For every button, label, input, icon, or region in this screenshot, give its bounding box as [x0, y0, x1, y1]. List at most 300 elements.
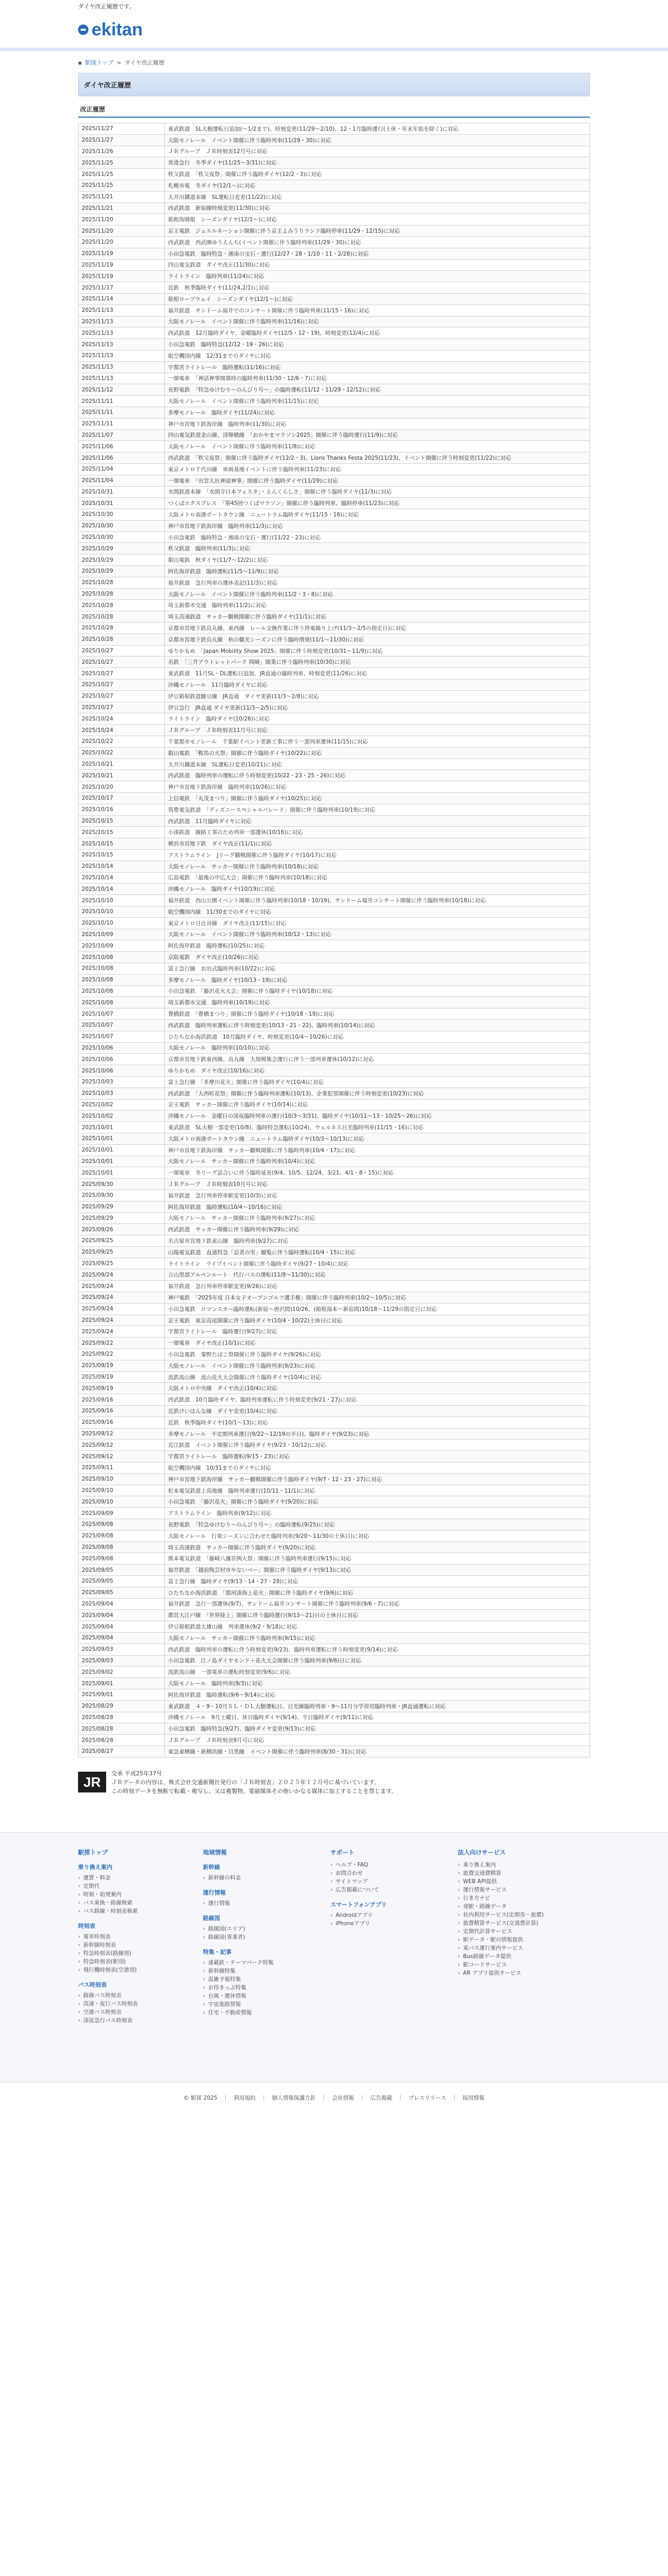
history-row — [79, 1349, 590, 1360]
footer-link-list — [203, 1959, 330, 2017]
footer-column-title[interactable]: 駅探トップ — [78, 1848, 108, 1856]
footer-separator: | — [323, 2094, 325, 2101]
history-date: 2025/09/12 — [79, 1451, 165, 1462]
history-description: つくばエクスプレス 「第45回つくばマラソン」開催に伴う臨時列車、臨時停車(11/23)に対応 — [165, 498, 590, 509]
footer-link[interactable]: › 運賃・料金 — [78, 1874, 203, 1882]
footer-link[interactable]: › 電車時刻表 — [78, 1933, 203, 1941]
history-row — [79, 430, 590, 441]
history-date: 2025/10/07 — [79, 1008, 165, 1020]
history-row — [79, 883, 590, 895]
history-row — [79, 1201, 590, 1213]
footer-link-list — [78, 1874, 203, 1915]
history-date: 2025/10/03 — [79, 1076, 165, 1088]
footer-group-title[interactable]: 新幹線 — [203, 1863, 220, 1871]
history-description: 長野電鉄 「特急ゆけむり～のんびり号～」の臨時運転(9/25)に対応 — [165, 1519, 590, 1531]
footer-link[interactable]: › 台風・運休情報 — [203, 1992, 330, 2000]
history-row — [79, 532, 590, 543]
history-date: 2025/10/07 — [79, 1031, 165, 1042]
history-row — [79, 1655, 590, 1666]
history-description: 福井鉄道 「越前陶芸村市やないベー」開催に伴う臨時ダイヤ(9/13)に対応 — [165, 1564, 590, 1576]
history-row — [79, 725, 590, 736]
history-date: 2025/09/10 — [79, 1485, 165, 1496]
history-description: 山陽電気鉄道 直通特急「忍者の里」観覧に伴う臨時運転(10/4・15)に対応 — [165, 1246, 590, 1258]
history-row — [79, 554, 590, 566]
history-description: アストラムライン Jリーグ観戦開催に伴う臨時ダイヤ(10/17)に対応 — [165, 850, 590, 861]
history-description: 東武鉄道 ４・9・10月ＳＬ・ＤＬ大樹運転日、日光線臨時列車・9～11月分学習用臨時列車・JR直通運転に対応 — [165, 1700, 590, 1712]
history-date: 2025/10/27 — [79, 668, 165, 679]
history-description: 一畑電車 冬リーグ話合いに伴う臨時延長(9/4、10/5、12/24、3/21、4/1・8・15)に対応 — [165, 1167, 590, 1179]
history-row — [79, 736, 590, 748]
history-row — [79, 1281, 590, 1292]
history-date: 2025/10/07 — [79, 1019, 165, 1031]
history-date: 2025/09/24 — [79, 1315, 165, 1326]
history-date: 2025/11/19 — [79, 271, 165, 282]
history-date: 2025/10/14 — [79, 872, 165, 883]
history-date: 2025/10/08 — [79, 963, 165, 974]
history-description: 箱根ロープウェイ シーズンダイヤ(12/1～)に対応 — [165, 293, 590, 305]
footer-bottom-link[interactable]: 利用規約 — [234, 2094, 256, 2101]
history-row — [79, 645, 590, 656]
footer-link[interactable]: › 高速・夜行バス時刻表 — [78, 2000, 203, 2008]
history-description: 多摩モノレール 臨時ダイヤ(10/13・19)に対応 — [165, 974, 590, 986]
history-date: 2025/10/29 — [79, 566, 165, 577]
history-description: 埼玉新都市交通 臨時列車(11/2)に対応 — [165, 600, 590, 611]
footer-column-2 — [203, 1848, 330, 2072]
history-description: ＪＲグループ ＪＲ時刻表12月号に対応 — [165, 146, 590, 157]
footer-link[interactable]: › 定期代計算サービス — [458, 1927, 590, 1936]
footer-group-title[interactable]: 路線図 — [203, 1914, 220, 1922]
history-row — [79, 475, 590, 486]
history-row — [79, 396, 590, 407]
history-date: 2025/09/30 — [79, 1190, 165, 1201]
footer-link[interactable]: › バス路線・時刻表検索 — [78, 1907, 203, 1915]
footer-link[interactable]: › お問合わせ — [330, 1869, 458, 1877]
footer-group-title[interactable]: 特集・記事 — [203, 1948, 232, 1955]
history-date: 2025/09/04 — [79, 1632, 165, 1644]
footer-bottom-link[interactable]: プレスリリース — [408, 2094, 446, 2101]
footer-group-title[interactable]: 時刻表 — [78, 1922, 95, 1929]
footer-bottom — [0, 2082, 668, 2113]
history-date: 2025/09/25 — [79, 1246, 165, 1258]
history-date: 2025/11/27 — [79, 123, 165, 135]
history-description: 小田急電鉄 秦野たばこ祭開催に伴う臨時ダイヤ(9/26)に対応 — [165, 1349, 590, 1360]
main-content — [78, 73, 590, 1804]
history-row — [79, 872, 590, 883]
history-description: 埼玉新都市交通 臨時列車(10/19)に対応 — [165, 997, 590, 1008]
footer-link[interactable]: › 行き方ナビ — [458, 1894, 590, 1902]
footer-bottom-link[interactable]: 採用情報 — [463, 2094, 485, 2101]
history-description: 西武鉄道 サッカー開催に伴う臨時列車(9/29)に対応 — [165, 1224, 590, 1235]
history-date: 2025/10/30 — [79, 509, 165, 521]
history-description: 一畑電車 「出雲大社神迎神事」開催に伴う臨時ダイヤ(11/29)に対応 — [165, 475, 590, 486]
history-description: 阿佐海岸鉄道 臨時運転(10/4～10/16)に対応 — [165, 1201, 590, 1213]
footer-link[interactable]: › 発駅・路線データ — [458, 1902, 590, 1911]
history-row — [79, 1394, 590, 1406]
history-description: 福井鉄道 急行列車の運休表記(11/3)に対応 — [165, 577, 590, 588]
ekitan-logo[interactable] — [78, 20, 143, 40]
history-row — [79, 623, 590, 634]
history-row — [79, 1315, 590, 1326]
history-date: 2025/10/01 — [79, 1156, 165, 1167]
history-date: 2025/09/24 — [79, 1326, 165, 1337]
history-row — [79, 1621, 590, 1633]
history-description: 熊本電気鉄道 「藤崎八旛宮例大祭」開催に伴う臨時列車運行(9/15)に対応 — [165, 1553, 590, 1564]
footer-column-title[interactable]: 地域情報 — [203, 1848, 227, 1856]
history-row — [79, 1224, 590, 1235]
history-row — [79, 1746, 590, 1757]
history-date: 2025/09/24 — [79, 1292, 165, 1304]
footer-link[interactable]: › 深夜急行バス時刻表 — [78, 2016, 203, 2025]
history-date: 2025/08/28 — [79, 1712, 165, 1723]
history-description: 大阪モノレール 臨時列車(10/10)に対応 — [165, 1042, 590, 1054]
history-date: 2025/10/01 — [79, 1133, 165, 1144]
footer-link[interactable]: › 広告掲載について — [330, 1886, 458, 1894]
history-description: 立山黒部アルペンルート 代行バスの運転(11/8～11/30)に対応 — [165, 1269, 590, 1281]
history-row — [79, 203, 590, 214]
footer-bottom-link[interactable]: 個人情報保護方針 — [272, 2094, 316, 2101]
history-description: 豊橋鉄道 「豊橋まつり」開催に伴う臨時ダイヤ(10/18・19)に対応 — [165, 1008, 590, 1020]
footer-link-list — [203, 1925, 330, 1941]
history-row — [79, 418, 590, 430]
history-date: 2025/10/28 — [79, 588, 165, 600]
footer-link[interactable]: › 路線図(エリア) — [203, 1925, 330, 1933]
history-row — [79, 895, 590, 906]
history-row — [79, 543, 590, 554]
history-description: ライトライン ライブイベント開催に伴う臨時ダイヤ(9/27・10/4)に対応 — [165, 1258, 590, 1269]
footer-link[interactable]: › 旅費精算サービス(交通費計算) — [458, 1919, 590, 1927]
footer-link[interactable]: › iPhoneアプリ — [330, 1920, 458, 1928]
history-row — [79, 1337, 590, 1349]
jr-logo: JR — [78, 1772, 106, 1792]
footer-link[interactable]: › 混雑予報特集 — [203, 1975, 330, 1984]
history-row — [79, 1451, 590, 1462]
breadcrumb-home-link[interactable]: 駅探トップ — [85, 59, 114, 66]
history-description: 小田急電鉄 「藤沢花火」開催に伴う臨時ダイヤ(9/20)に対応 — [165, 1496, 590, 1508]
history-row — [79, 1383, 590, 1394]
history-date: 2025/10/16 — [79, 804, 165, 815]
history-description: 大阪モノレール イベント開催に伴う臨時列車(10/12・13)に対応 — [165, 929, 590, 940]
history-row — [79, 1258, 590, 1269]
history-date: 2025/11/13 — [79, 305, 165, 316]
history-date: 2025/11/14 — [79, 293, 165, 305]
footer-link[interactable]: › 新幹線の料金 — [203, 1874, 330, 1882]
history-row — [79, 1598, 590, 1610]
footer-separator: | — [453, 2094, 456, 2101]
history-row — [79, 1269, 590, 1281]
history-date: 2025/10/22 — [79, 747, 165, 759]
footer-column-title[interactable]: サポート — [330, 1848, 354, 1856]
history-description: 長野電鉄 「特急ゆけむり～のんびり号～」の臨時運転(11/12・11/29・12/12)に対応 — [165, 384, 590, 396]
history-date: 2025/09/01 — [79, 1678, 165, 1689]
history-row — [79, 566, 590, 577]
footer-group-title[interactable]: スマートフォンアプリ — [330, 1901, 387, 1908]
history-description: ＪＲグループ ＪＲ時刻表9月号に対応 — [165, 1735, 590, 1746]
history-description: 富士急行線 臨時ダイヤ(9/13・14・27・28)に対応 — [165, 1576, 590, 1587]
history-row — [79, 1485, 590, 1496]
history-description: 西武鉄道 臨時列車の運転に伴う時刻変更(10/22・23・25・26)に対応 — [165, 770, 590, 781]
history-row — [79, 997, 590, 1008]
history-row — [79, 1610, 590, 1621]
history-date: 2025/09/05 — [79, 1576, 165, 1587]
history-date: 2025/10/06 — [79, 1054, 165, 1065]
footer-link[interactable]: › Androidアプリ — [330, 1911, 458, 1920]
history-description: 京王電鉄 サッカー開催に伴う臨時ダイヤ(10/14)に対応 — [165, 1099, 590, 1110]
history-date: 2025/11/13 — [79, 339, 165, 350]
history-date: 2025/10/01 — [79, 1144, 165, 1156]
history-row — [79, 1292, 590, 1304]
footer-nav — [0, 1832, 668, 2082]
history-row — [79, 668, 590, 679]
footer-link-list — [458, 1861, 590, 1977]
footer-link[interactable]: › Bus路線データ提供 — [458, 1952, 590, 1961]
jr-notice-line: この時刻データを無断で転載・複写し、又は複製物、電磁媒体その他いかなる媒体に加工することを禁じます。 — [111, 1787, 397, 1795]
history-description: 大阪モノレール イベント開催に伴う臨時列車(11/8)に対応 — [165, 441, 590, 452]
history-date: 2025/10/08 — [79, 974, 165, 986]
history-row — [79, 180, 590, 191]
history-date: 2025/09/09 — [79, 1508, 165, 1519]
footer-link[interactable]: › 空港バス時刻表 — [78, 2008, 203, 2016]
history-description: 東京メトロ千代田線 車両基地イベントに伴う臨時列車(11/23)に対応 — [165, 463, 590, 475]
history-description: 福井鉄道 急行列車停車駅変更(10/3)に対応 — [165, 1190, 590, 1201]
history-description: 福井鉄道 西山公園イベント開催に伴う臨時列車(10/18・10/19)、サンドーム福井コンサート開催に伴う臨時列車(10/18)に対応 — [165, 895, 590, 906]
history-description: 多摩モノレール 不定期列車運行(9/22～12/19の平日)、臨時ダイヤ(9/23)に対応 — [165, 1428, 590, 1439]
jr-notice-text — [111, 1769, 397, 1796]
footer-group-title[interactable]: バス時刻表 — [78, 1981, 107, 1988]
header — [0, 11, 668, 48]
history-date: 2025/09/10 — [79, 1496, 165, 1508]
history-date: 2025/09/24 — [79, 1303, 165, 1315]
footer-group-title[interactable]: 運行情報 — [203, 1889, 226, 1896]
history-description: 西武鉄道 「秩父夜祭」開催に伴う臨時ダイヤ(12/2・3)、Lions Thanks Festa 2025(11/23)、イベント開催に伴う時刻変更(11/22)に対応 — [165, 452, 590, 464]
history-row — [79, 509, 590, 521]
history-row — [79, 759, 590, 770]
footer-link[interactable]: › 特急時刻表(路線別) — [78, 1949, 203, 1958]
history-date: 2025/11/17 — [79, 282, 165, 294]
history-date: 2025/09/04 — [79, 1621, 165, 1633]
top-message: ダイヤ改正履歴です。 — [78, 3, 135, 10]
footer-link-list — [78, 1991, 203, 2025]
footer-link[interactable]: › バス乗換・路線検索 — [78, 1899, 203, 1907]
history-description: 大阪モノレール サッカー開催に伴う臨時列車(9/27)に対応 — [165, 1213, 590, 1224]
footer-bottom-link[interactable]: 広告掲載 — [370, 2094, 392, 2101]
history-row — [79, 804, 590, 815]
footer-link[interactable]: › 時刻・始発案内 — [78, 1890, 203, 1899]
history-date: 2025/09/19 — [79, 1383, 165, 1394]
history-description: 叡山電鉄 秋ダイヤ(11/7～12/2)に対応 — [165, 554, 590, 566]
section-title: 改正履歴 — [78, 102, 590, 118]
history-date: 2025/11/19 — [79, 248, 165, 259]
footer-link-list — [330, 1911, 458, 1928]
history-description: 航空機国内線 10/31までのダイヤに対応 — [165, 1462, 590, 1474]
history-description: 多摩モノレール 臨時ダイヤ(11/24)に対応 — [165, 407, 590, 418]
footer-link[interactable]: › 新幹線時刻表 — [78, 1941, 203, 1949]
history-description: 四山電気鉄道 ダイヤ改正(11/30)に対応 — [165, 259, 590, 271]
history-date: 2025/09/05 — [79, 1587, 165, 1598]
history-date: 2025/10/09 — [79, 929, 165, 940]
history-description: 沖縄モノレール 9月土曜日、休日臨時ダイヤ(9/14)、平日臨時ダイヤ(9/11)に対応 — [165, 1712, 590, 1723]
footer-link[interactable]: › 駅コードサービス — [458, 1961, 590, 1969]
history-description: 大阪メトロ中央線 ダイヤ改正(10/4)に対応 — [165, 1383, 590, 1394]
history-row — [79, 1712, 590, 1723]
history-description: 大阪モノレール サッカー開催に伴う臨時列車(10/4)に対応 — [165, 1156, 590, 1167]
history-date: 2025/08/28 — [79, 1735, 165, 1746]
history-description: 宇都宮ライトレール 臨時運転(11/16)に対応 — [165, 361, 590, 373]
history-row — [79, 1065, 590, 1077]
history-date: 2025/10/28 — [79, 600, 165, 611]
history-description: 宇都宮ライトレール 臨時運転(9/15・23)に対応 — [165, 1451, 590, 1462]
history-row — [79, 1019, 590, 1031]
history-date: 2025/09/16 — [79, 1406, 165, 1417]
history-row — [79, 781, 590, 793]
history-date: 2025/11/25 — [79, 169, 165, 180]
history-description: ＪＲグループ ＪＲ時刻表10月号に対応 — [165, 1179, 590, 1190]
history-date: 2025/09/24 — [79, 1269, 165, 1281]
history-description: 伊豆箱根鉄道駿豆線 JR直通 ダイヤ更新(11/3～2/8)に対応 — [165, 690, 590, 702]
history-row — [79, 656, 590, 668]
home-icon: ▪ — [78, 59, 82, 66]
history-description: 福井鉄道 急行一部運休(9/7)、サンドーム福井コンサート開催に伴う臨時列車(9/6・7)に対応 — [165, 1598, 590, 1610]
jr-notice-line: 交承 平成25年37号 — [111, 1770, 162, 1777]
footer-link[interactable]: › ヘルプ・FAQ — [330, 1861, 458, 1869]
history-description: 秩父鉄道 臨時列車(11/3)に対応 — [165, 543, 590, 554]
history-date: 2025/10/17 — [79, 793, 165, 804]
history-description: ゆりかもめ 「Japan Mobility Show 2025」開催に伴う時刻変更(10/31～11/9)に対応 — [165, 645, 590, 656]
footer-link[interactable]: › 住宅・不動産情報 — [203, 2009, 330, 2017]
logo-mark-icon — [78, 24, 88, 35]
history-row — [79, 1076, 590, 1088]
footer-link[interactable]: › 特急時刻表(駅別) — [78, 1958, 203, 1966]
footer-column-title[interactable]: 法人向けサービス — [458, 1848, 506, 1856]
history-row — [79, 1428, 590, 1439]
history-date: 2025/11/11 — [79, 396, 165, 407]
history-row — [79, 486, 590, 498]
history-table — [78, 123, 590, 1758]
history-description: 富士急行線 「多摩川花火」開催に伴う臨時ダイヤ(10/4)に対応 — [165, 1076, 590, 1088]
footer-link[interactable]: › 運行情報 — [203, 1899, 330, 1908]
jr-notice — [78, 1766, 590, 1804]
footer-link[interactable]: › 旅費交通費精算 — [458, 1869, 590, 1877]
history-date: 2025/11/12 — [79, 384, 165, 396]
page-title: ダイヤ改正履歴 — [78, 73, 590, 96]
history-row — [79, 1144, 590, 1156]
history-date: 2025/10/01 — [79, 1167, 165, 1179]
footer-link[interactable]: › 路線バス時刻表 — [78, 1991, 203, 2000]
jr-notice-line: ＪＲデータの内容は、株式会社交通新聞社発行の「ＪＲ時刻表」２０２５年１２月号に基づいています。 — [111, 1778, 380, 1786]
history-row — [79, 600, 590, 611]
history-description: 沖縄モノレール 臨時ダイヤ(10/19)に対応 — [165, 883, 590, 895]
footer-link[interactable]: › 定期代 — [78, 1882, 203, 1890]
history-date: 2025/10/28 — [79, 611, 165, 623]
history-row — [79, 463, 590, 475]
footer-link[interactable]: › 東バス運行案内サービス — [458, 1944, 590, 1952]
history-row — [79, 588, 590, 600]
history-description: 京都市営地下鉄烏丸線 秋の観光シーズンに伴う臨時増発(11/1～11/30)に対応 — [165, 634, 590, 645]
history-description: 埼玉高速鉄道 サッカー開催に伴う臨時ダイヤ(9/20)に対応 — [165, 1542, 590, 1553]
history-description: 広島電鉄 「最後の中広大会」開催に伴う臨時列車(10/18)に対応 — [165, 872, 590, 883]
history-date: 2025/10/24 — [79, 713, 165, 725]
history-date: 2025/10/28 — [79, 577, 165, 588]
history-description: 小田急電鉄 「藤沢花火大会」開催に伴う臨時ダイヤ(10/18)に対応 — [165, 986, 590, 997]
history-row — [79, 713, 590, 725]
breadcrumb — [78, 51, 590, 73]
history-row — [79, 384, 590, 396]
history-date: 2025/09/08 — [79, 1519, 165, 1531]
history-date: 2025/10/15 — [79, 815, 165, 827]
history-description: 神戸市営地下鉄海岸線 臨時列車(11/3)に対応 — [165, 520, 590, 532]
footer-link[interactable]: › 飛行機時刻表(空港別) — [78, 1966, 203, 1974]
history-description: 大阪メトロ南港ポートタウン線 ニュートラム臨時ダイヤ(11/15・16)に対応 — [165, 509, 590, 521]
footer-link[interactable]: › サイトマップ — [330, 1877, 458, 1886]
history-description: 近鉄 秋季臨時ダイヤ(10/1～13)に対応 — [165, 1417, 590, 1428]
history-row — [79, 1110, 590, 1122]
history-date: 2025/09/12 — [79, 1428, 165, 1439]
footer-link[interactable]: › 乗り換え案内 — [458, 1861, 590, 1869]
history-date: 2025/11/04 — [79, 463, 165, 475]
history-date: 2025/10/15 — [79, 827, 165, 838]
history-description: 常滑急行 冬季ダイヤ(11/25～3/31)に対応 — [165, 157, 590, 169]
history-description: 京都市営地下鉄東西線、烏丸線 大規模集会運行に伴う一部列車運休(10/12)に対応 — [165, 1054, 590, 1065]
history-description: 叡山電鉄 「鞍馬の火祭」開催に伴う臨時ダイヤ(10/22)に対応 — [165, 747, 590, 759]
history-row — [79, 917, 590, 929]
history-date: 2025/10/08 — [79, 986, 165, 997]
history-date: 2025/09/03 — [79, 1655, 165, 1666]
footer-link[interactable]: › お得きっぷ特集 — [203, 1984, 330, 1992]
history-date: 2025/09/05 — [79, 1564, 165, 1576]
history-date: 2025/10/31 — [79, 498, 165, 509]
history-description: 阿佐海岸鉄道 臨時運転(11/5～11/9)に対応 — [165, 566, 590, 577]
history-row — [79, 1678, 590, 1689]
history-row — [79, 123, 590, 135]
history-date: 2025/09/19 — [79, 1360, 165, 1371]
footer-link-list — [330, 1861, 458, 1894]
footer-link[interactable]: › 社内利用サービス(定期券・旅費) — [458, 1911, 590, 1919]
history-date: 2025/11/13 — [79, 361, 165, 373]
history-date: 2025/11/20 — [79, 225, 165, 237]
history-date: 2025/09/12 — [79, 1439, 165, 1451]
footer-link[interactable]: › 駅データ・駅の情報提供 — [458, 1936, 590, 1944]
footer-group-title[interactable]: 乗り換え案内 — [78, 1863, 112, 1871]
history-description: 近鉄けいはんな線 ダイヤ変更(10/4)に対応 — [165, 1406, 590, 1417]
history-description: 大阪モノレール サッカー開催に伴う臨時列車(9/15)に対応 — [165, 1632, 590, 1644]
history-date: 2025/10/01 — [79, 1122, 165, 1133]
history-row — [79, 282, 590, 294]
history-description: 大井川鐵道本線 SL運転日変更(11/22)に対応 — [165, 191, 590, 203]
footer-link-list — [203, 1874, 330, 1882]
footer-link[interactable]: › 新幹線特集 — [203, 1967, 330, 1975]
history-row — [79, 305, 590, 316]
history-row — [79, 361, 590, 373]
footer-link[interactable]: › 連載鉄・テーマパーク特集 — [203, 1959, 330, 1967]
footer-link[interactable]: › 宇宙進路情報 — [203, 2000, 330, 2009]
footer-link[interactable]: › 路線図(事業者) — [203, 1933, 330, 1941]
history-date: 2025/10/10 — [79, 906, 165, 917]
history-row — [79, 1723, 590, 1735]
footer-link[interactable]: › WEB API提供 — [458, 1877, 590, 1886]
footer-link[interactable]: › AR アプリ提供サービス — [458, 1969, 590, 1977]
history-date: 2025/11/06 — [79, 441, 165, 452]
history-date: 2025/09/16 — [79, 1394, 165, 1406]
history-description: 近江鉄道 イベント開催に伴う臨時ダイヤ(9/23・10/12)に対応 — [165, 1439, 590, 1451]
footer-bottom-link[interactable]: 会社情報 — [332, 2094, 354, 2101]
history-date: 2025/10/06 — [79, 1042, 165, 1054]
history-row — [79, 679, 590, 691]
history-row — [79, 929, 590, 940]
history-date: 2025/11/13 — [79, 316, 165, 327]
history-date: 2025/10/03 — [79, 1088, 165, 1099]
footer-link[interactable]: › 運行情報サービス — [458, 1886, 590, 1894]
history-date: 2025/10/30 — [79, 520, 165, 532]
history-row — [79, 350, 590, 361]
